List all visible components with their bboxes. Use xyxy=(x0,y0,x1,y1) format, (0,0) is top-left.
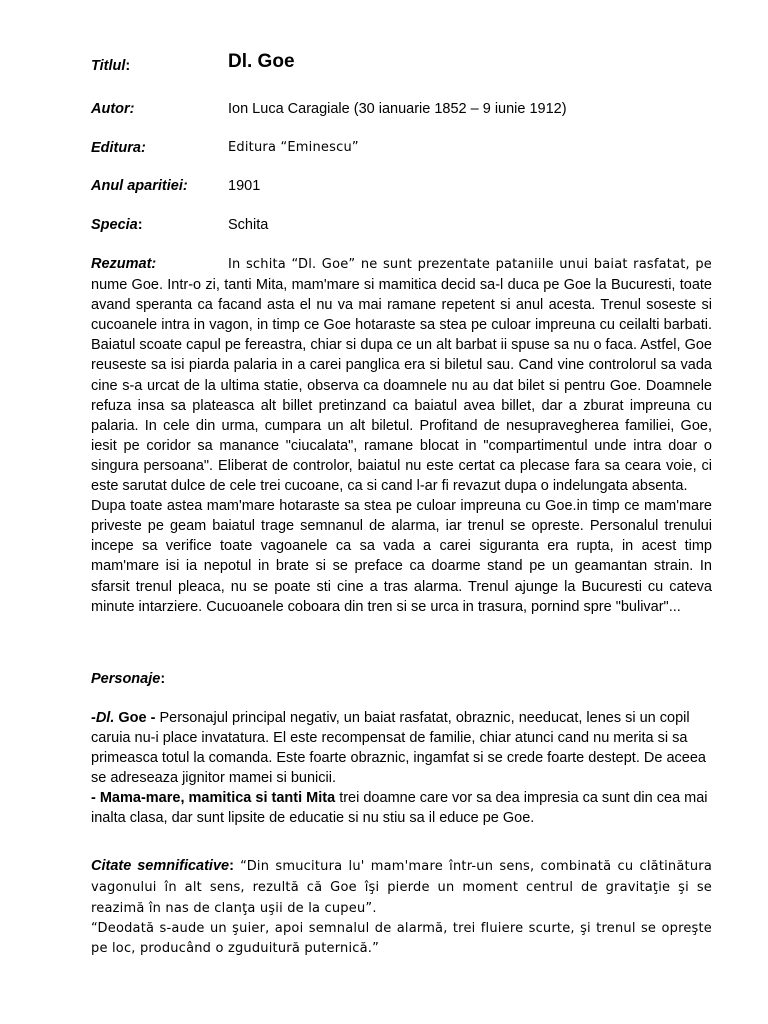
citate-section xyxy=(91,856,712,959)
citat-1-text: “Din smucitura lu' mam'mare într-un sens, combinată cu clătinătura vagonului în alt sens, rezultă că Goe îşi pierde un moment centrul de gravitaţie şi se reazimă în nas de clanţa uşii de la cupeu”. xyxy=(91,859,712,917)
personaje-list xyxy=(91,708,712,829)
an-label: Anul aparitiei: xyxy=(91,178,188,194)
titlu-value: Dl. Goe xyxy=(228,51,295,72)
autor-label: Autor: xyxy=(91,101,135,117)
editura-label: Editura: xyxy=(91,140,146,156)
rezumat-lead: In schita “Dl. Goe” ne sunt prezentate pataniile unui baiat rasfatat, pe xyxy=(228,257,712,272)
an-value: 1901 xyxy=(228,178,261,194)
titlu-label: Titlul: xyxy=(91,58,131,74)
rezumat-body-1: nume Goe. Intr-o zi, tanti Mita, mam'mare si mamitica decid sa-l duca pe Goe la Bucuresti, toate avand speranta ca facand asta el nu va mai ramane repetent si anul acesta. Trenul soseste si cucoanele intra in vagon, in timp ce Goe hotaraste sa stea pe culoar impreuna cu ceilalti barbati. Baiatul scoate capul pe fereastra, chiar si dupa ce un alt barbat ii spuse sa nu o faca. Astfel, Goe reuseste sa isi piarda palaria in a carei panglica era si biletul sau. Cand vine controlorul sa vada cine s-a urcat de la ultima statie, observa ca doamnele nu au dat bilet si pentru Goe. Doamnele refuza insa sa plateasca alt billet pretinzand ca baiatul avea billet, dar a zburat impreuna cu palaria. In cele din urma, cumpara un alt biletul. Profitand de nesupravegherea familiei, Goe, iesit pe coridor sa manance "ciucalata", ramane blocat in "compartimentul unde intra doar o singura persoana". Eliberat de controlor, baiatul nu este certat ca plecase fara sa ceara voie, ci este sarutat dulce de cele trei cucoane, ca si cand l-ar fi revazut dupa o indelungata absenta. xyxy=(91,277,712,495)
personaj-doamne-text: trei doamne care vor sa dea impresia ca sunt din cea mai inalta clasa, dar sunt lipsite de educatie si nu stiu sa il educe pe Goe. xyxy=(91,790,708,827)
personaj-doamne-name: - Mama-mare, mamitica si tanti Mita xyxy=(91,790,336,807)
autor-value: Ion Luca Caragiale (30 ianuarie 1852 – 9 iunie 1912) xyxy=(228,101,567,117)
citat-1: Citate semnificative: “Din smucitura lu' mam'mare într-un sens, combinată cu clătinătura vagonului în alt sens, rezultă că Goe îşi pierde un moment centrul de gravitaţie şi se reazimă în nas de clanţa uşii de la cupeu”. xyxy=(91,858,712,917)
editura-value: Editura “Eminescu” xyxy=(228,140,359,155)
rezumat-section xyxy=(91,254,712,617)
rezumat-label: Rezumat: xyxy=(91,256,157,272)
citat-2: “Deodată s-aude un şuier, apoi semnalul de alarmă, trei fluiere scurte, şi trenul se opreşte pe loc, producând o zguduitură puternică.” xyxy=(91,921,712,957)
personaj-goe-name-2: Goe - xyxy=(114,710,156,726)
rezumat-paragraph-1 xyxy=(91,254,712,496)
personaj-goe xyxy=(91,708,712,788)
personaj-doamne xyxy=(91,788,712,828)
specia-value: Schita xyxy=(228,217,269,233)
personaj-goe-name: -Dl. xyxy=(91,710,115,726)
rezumat-paragraph-2: Dupa toate astea mam'mare hotaraste sa stea pe culoar impreuna cu Goe.in timp ce mam'mare priveste pe geam baiatul trage semnanul de alarma, iar trenul se opreste. Personalul trenului incepe sa verifice toate vagoanele ca sa vada a carei siguranta era rupta, in acest timp mam'mare isi ia nepotul in brate si se preface ca doarme stand pe un geamantan strain. In sfarsit trenul pleaca, nu se poate sti cine a tras alarma. Trenul ajunge la Bucuresti cu cateva minute intarziere. Cucuoanele coboara din tren si se urca in trasura, pornind spre "bulivar"... xyxy=(91,498,712,615)
citate-label: Citate semnificative xyxy=(91,858,230,874)
specia-label: Specia: xyxy=(91,217,143,233)
personaje-heading: Personaje: xyxy=(91,671,166,687)
personaj-goe-text: Personajul principal negativ, un baiat rasfatat, obraznic, needucat, lenes si un copil caruia nu-i place invatatura. El este recompensat de familie, chiar atunci cand nu merita si sa primeasca totul la comanda. Este foarte obraznic, ingamfat si se crede foarte destept. De aceea se adreseaza jignitor mamei si bunicii. xyxy=(91,710,706,787)
